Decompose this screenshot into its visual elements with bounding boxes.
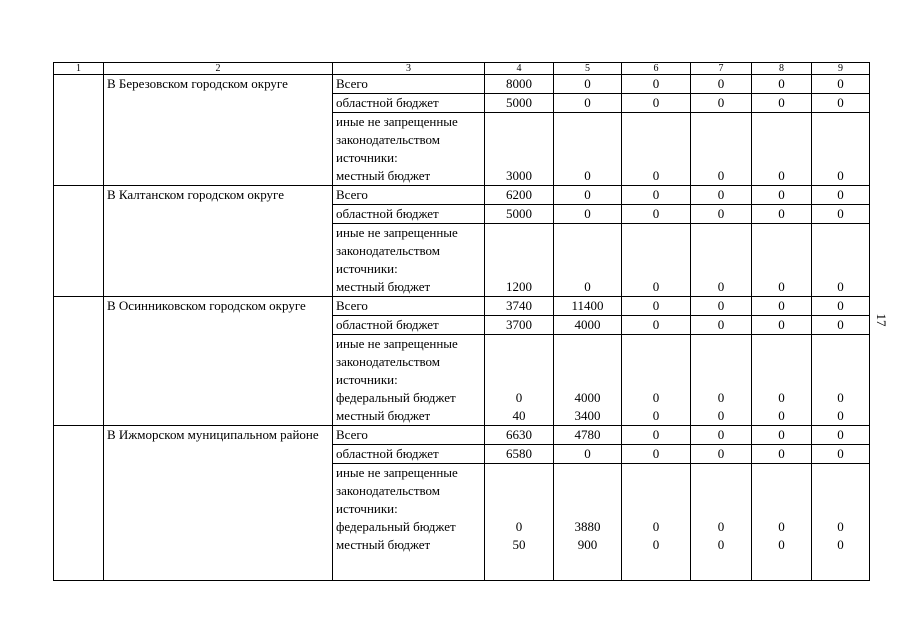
value-cell: 0 xyxy=(812,186,870,205)
value-cell: 0 xyxy=(622,94,691,113)
value-cell: 0 xyxy=(691,205,752,224)
value: 0 xyxy=(837,408,844,423)
value: 0 xyxy=(652,537,660,552)
column-number: 8 xyxy=(752,63,812,75)
spacer xyxy=(557,335,618,353)
spacer xyxy=(557,482,618,500)
other-sources-text: иные не запрещенные xyxy=(336,114,458,129)
value-cell xyxy=(691,464,752,581)
table-row xyxy=(54,297,870,316)
spacer xyxy=(755,131,808,149)
value-cell xyxy=(622,464,691,581)
funding-source-label: Всего xyxy=(333,426,485,445)
spacer xyxy=(625,464,687,482)
row-number-cell xyxy=(54,75,104,186)
spacer xyxy=(815,260,866,278)
spacer xyxy=(755,353,808,371)
spacer xyxy=(625,113,687,131)
value-cell: 0 xyxy=(691,426,752,445)
value-cell: 0 xyxy=(622,426,691,445)
spacer xyxy=(755,500,808,518)
value: 0 xyxy=(717,408,725,423)
value-cell: 0 xyxy=(752,316,812,335)
spacer xyxy=(625,482,687,500)
value-cell: 0 xyxy=(691,316,752,335)
value-cell xyxy=(622,113,691,186)
spacer xyxy=(625,335,687,353)
spacer xyxy=(625,371,687,389)
value-cell xyxy=(485,113,554,186)
value: 0 xyxy=(837,390,844,405)
value: 0 xyxy=(515,390,523,405)
column-number: 7 xyxy=(691,63,752,75)
spacer xyxy=(488,224,550,242)
budget-table xyxy=(53,62,870,581)
column-number: 9 xyxy=(812,63,870,75)
value-cell: 0 xyxy=(752,94,812,113)
other-sources-cell xyxy=(333,224,485,297)
value: 0 xyxy=(717,519,725,534)
spacer xyxy=(694,113,748,131)
value-cell: 0 xyxy=(752,205,812,224)
spacer xyxy=(815,149,866,167)
value-cell: 0 xyxy=(752,445,812,464)
value-cell xyxy=(752,335,812,426)
column-number: 3 xyxy=(333,63,485,75)
district-name: В Калтанском городском округе xyxy=(107,187,284,202)
spacer xyxy=(488,464,550,482)
value: 0 xyxy=(778,279,785,294)
spacer xyxy=(488,482,550,500)
value: 0 xyxy=(837,279,844,294)
other-sources-text: законодательством xyxy=(336,132,441,147)
value: 0 xyxy=(652,408,660,423)
other-sources-text: источники: xyxy=(336,372,398,387)
value: 0 xyxy=(584,168,591,183)
other-sources-text: иные не запрещенные xyxy=(336,336,458,351)
value: 0 xyxy=(652,168,660,183)
spacer xyxy=(755,482,808,500)
spacer xyxy=(815,242,866,260)
value-cell: 0 xyxy=(691,297,752,316)
spacer xyxy=(755,464,808,482)
value: 3400 xyxy=(574,408,601,423)
spacer xyxy=(557,500,618,518)
value-cell: 6630 xyxy=(485,426,554,445)
value-cell: 0 xyxy=(622,186,691,205)
value-cell xyxy=(812,464,870,581)
spacer xyxy=(488,500,550,518)
other-sources-text: иные не запрещенные xyxy=(336,225,458,240)
spacer xyxy=(755,335,808,353)
spacer xyxy=(694,482,748,500)
value-cell: 0 xyxy=(554,94,622,113)
value: 0 xyxy=(717,168,725,183)
other-sources-text: законодательством xyxy=(336,243,441,258)
value-cell: 0 xyxy=(752,186,812,205)
spacer xyxy=(755,371,808,389)
spacer xyxy=(755,113,808,131)
spacer xyxy=(815,482,866,500)
other-sources-text: иные не запрещенные xyxy=(336,465,458,480)
value-cell xyxy=(554,113,622,186)
spacer xyxy=(694,131,748,149)
funding-source-label: областной бюджет xyxy=(333,94,485,113)
spacer xyxy=(815,371,866,389)
value-cell: 3740 xyxy=(485,297,554,316)
spacer xyxy=(625,353,687,371)
value-cell xyxy=(554,464,622,581)
value: 0 xyxy=(837,519,844,534)
district-cell xyxy=(104,75,333,186)
value-cell: 0 xyxy=(812,445,870,464)
value: 0 xyxy=(584,279,591,294)
value-cell xyxy=(752,224,812,297)
other-sources-text: законодательством xyxy=(336,483,441,498)
value-cell: 4780 xyxy=(554,426,622,445)
value-cell: 0 xyxy=(752,297,812,316)
value-cell: 0 xyxy=(812,316,870,335)
value-cell: 6200 xyxy=(485,186,554,205)
value-cell xyxy=(622,335,691,426)
funding-source-label: областной бюджет xyxy=(333,316,485,335)
value-cell xyxy=(752,113,812,186)
spacer xyxy=(694,224,748,242)
spacer xyxy=(815,464,866,482)
value-cell xyxy=(554,224,622,297)
column-number: 5 xyxy=(554,63,622,75)
spacer xyxy=(694,353,748,371)
value: 4000 xyxy=(574,390,601,405)
value-cell xyxy=(691,335,752,426)
spacer xyxy=(488,353,550,371)
value: 0 xyxy=(652,519,660,534)
district-name: В Ижморском муниципальном районе xyxy=(107,427,319,442)
spacer xyxy=(557,113,618,131)
spacer xyxy=(815,113,866,131)
value-cell: 0 xyxy=(554,75,622,94)
value-cell: 5000 xyxy=(485,94,554,113)
spacer xyxy=(694,260,748,278)
spacer xyxy=(488,113,550,131)
value-cell: 3700 xyxy=(485,316,554,335)
spacer xyxy=(694,242,748,260)
district-cell xyxy=(104,186,333,297)
spacer xyxy=(488,371,550,389)
funding-source-label: Всего xyxy=(333,75,485,94)
column-number: 4 xyxy=(485,63,554,75)
spacer xyxy=(488,149,550,167)
value-cell: 6580 xyxy=(485,445,554,464)
spacer xyxy=(557,260,618,278)
spacer xyxy=(557,242,618,260)
value-cell: 0 xyxy=(622,205,691,224)
column-number: 6 xyxy=(622,63,691,75)
spacer xyxy=(755,260,808,278)
value-cell: 5000 xyxy=(485,205,554,224)
value: 0 xyxy=(778,408,785,423)
value: 0 xyxy=(778,390,785,405)
value: 0 xyxy=(778,519,785,534)
value-cell: 0 xyxy=(812,94,870,113)
value-cell: 0 xyxy=(752,426,812,445)
value-cell xyxy=(691,113,752,186)
value: 0 xyxy=(837,537,844,552)
value: 50 xyxy=(512,537,526,552)
other-sources-text: источники: xyxy=(336,150,398,165)
spacer xyxy=(488,335,550,353)
value: 0 xyxy=(778,168,785,183)
funding-source-label: Всего xyxy=(333,297,485,316)
value-cell: 0 xyxy=(752,75,812,94)
value-cell xyxy=(812,113,870,186)
spacer xyxy=(694,335,748,353)
page-number: 17 xyxy=(874,313,889,327)
value: 0 xyxy=(717,537,725,552)
column-number: 1 xyxy=(54,63,104,75)
value-cell xyxy=(622,224,691,297)
value-cell: 0 xyxy=(812,75,870,94)
spacer xyxy=(694,500,748,518)
spacer xyxy=(815,353,866,371)
spacer xyxy=(815,224,866,242)
spacer xyxy=(815,500,866,518)
other-sources-cell xyxy=(333,335,485,426)
value: 0 xyxy=(717,390,725,405)
value-cell: 0 xyxy=(622,75,691,94)
value-cell: 0 xyxy=(554,445,622,464)
spacer xyxy=(625,224,687,242)
value-cell: 0 xyxy=(812,297,870,316)
value-cell xyxy=(752,464,812,581)
value-cell xyxy=(485,335,554,426)
value: 0 xyxy=(778,537,785,552)
value-cell: 11400 xyxy=(554,297,622,316)
funding-source-label: областной бюджет xyxy=(333,205,485,224)
value-cell: 0 xyxy=(691,94,752,113)
funding-source-label: федеральный бюджет xyxy=(336,519,456,534)
other-sources-text: источники: xyxy=(336,501,398,516)
value-cell: 0 xyxy=(554,205,622,224)
spacer xyxy=(694,464,748,482)
funding-source-label: местный бюджет xyxy=(336,168,431,183)
value-cell: 0 xyxy=(622,297,691,316)
value: 1200 xyxy=(506,279,532,294)
spacer xyxy=(625,500,687,518)
spacer xyxy=(625,149,687,167)
funding-source-label: областной бюджет xyxy=(333,445,485,464)
funding-source-label: местный бюджет xyxy=(336,537,431,552)
value-cell: 0 xyxy=(812,426,870,445)
spacer xyxy=(694,371,748,389)
funding-source-label: Всего xyxy=(333,186,485,205)
value-cell xyxy=(485,464,554,581)
spacer xyxy=(488,242,550,260)
value-cell xyxy=(691,224,752,297)
funding-source-label: федеральный бюджет xyxy=(336,390,456,405)
spacer xyxy=(557,353,618,371)
district-name: В Осинниковском городском округе xyxy=(107,298,306,313)
spacer xyxy=(755,224,808,242)
value: 40 xyxy=(512,408,526,423)
value: 3880 xyxy=(574,519,601,534)
value-cell xyxy=(554,335,622,426)
value-cell xyxy=(485,224,554,297)
column-number-row xyxy=(54,63,870,75)
value-cell: 0 xyxy=(622,445,691,464)
spacer xyxy=(625,242,687,260)
value-cell: 0 xyxy=(622,316,691,335)
funding-source-label: местный бюджет xyxy=(336,279,431,294)
table-row xyxy=(54,75,870,94)
spacer xyxy=(488,260,550,278)
spacer xyxy=(755,149,808,167)
district-cell xyxy=(104,297,333,426)
table-row xyxy=(54,426,870,445)
other-sources-cell xyxy=(333,464,485,581)
spacer xyxy=(557,224,618,242)
district-name: В Березовском городском округе xyxy=(107,76,288,91)
value-cell: 0 xyxy=(812,205,870,224)
row-number-cell xyxy=(54,426,104,581)
value-cell: 0 xyxy=(691,75,752,94)
row-number-cell xyxy=(54,297,104,426)
value: 0 xyxy=(717,279,725,294)
value: 0 xyxy=(515,519,523,534)
district-cell xyxy=(104,426,333,581)
value-cell: 0 xyxy=(691,445,752,464)
value-cell: 4000 xyxy=(554,316,622,335)
spacer xyxy=(488,131,550,149)
spacer xyxy=(625,260,687,278)
spacer xyxy=(557,149,618,167)
spacer xyxy=(755,242,808,260)
spacer xyxy=(557,464,618,482)
spacer xyxy=(815,335,866,353)
value: 3000 xyxy=(506,168,532,183)
value-cell: 8000 xyxy=(485,75,554,94)
other-sources-cell xyxy=(333,113,485,186)
value-cell: 0 xyxy=(554,186,622,205)
spacer xyxy=(557,371,618,389)
spacer xyxy=(815,131,866,149)
other-sources-text: источники: xyxy=(336,261,398,276)
other-sources-text: законодательством xyxy=(336,354,441,369)
column-number: 2 xyxy=(104,63,333,75)
value: 900 xyxy=(577,537,598,552)
row-number-cell xyxy=(54,186,104,297)
table-row xyxy=(54,186,870,205)
value-cell xyxy=(812,335,870,426)
value-cell xyxy=(812,224,870,297)
spacer xyxy=(625,131,687,149)
value: 0 xyxy=(837,168,844,183)
value: 0 xyxy=(652,390,660,405)
spacer xyxy=(694,149,748,167)
spacer xyxy=(557,131,618,149)
funding-source-label: местный бюджет xyxy=(336,408,431,423)
value-cell: 0 xyxy=(691,186,752,205)
value: 0 xyxy=(652,279,660,294)
